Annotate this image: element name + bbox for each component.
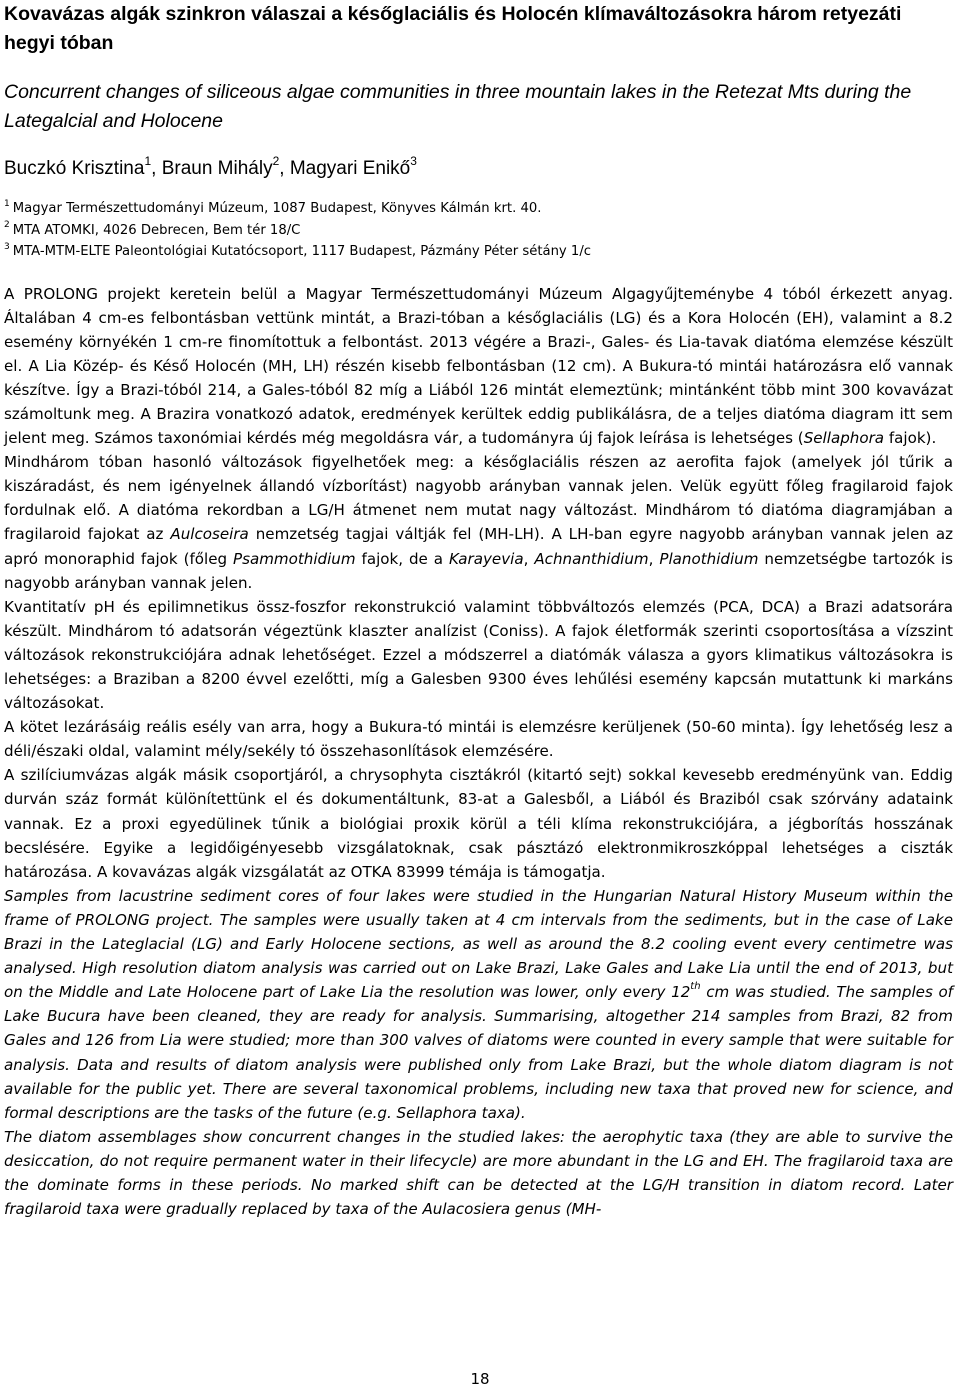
paragraph-en-2: The diatom assemblages show concurrent changes in the studied lakes: the aerophytic taxa (they are able to survive the desiccation, do not require permanent water in their lifecycle) are more abundant in the LG and EH. The fragilaroid taxa are the dominate forms in these periods. No marked shift can be detected at the LG/H transition in diatom record. Later fragilaroid taxa were gradually replaced by taxa of the Aulacosiera genus (MH- (4, 1127, 953, 1219)
affiliation-2: $^2$ MTA ATOMKI, 4026 Debrecen, Bem tér 18/C (4, 220, 301, 238)
english-title: Concurrent changes of siliceous algae communities in three mountain lakes in the Retezat Mts during the Lategalcial and Holocene (4, 81, 912, 132)
affiliation-1: $^1$ Magyar Természettudományi Múzeum, 1087 Budapest, Könyves Kálmán krt. 40. (4, 198, 542, 216)
author-2: Braun Mihály$^2$, (161, 153, 290, 179)
page (4, 0, 953, 1221)
paragraph-hu-2: Mindhárom tóban hasonló változások figyelhetőek meg: a későglaciális részen az aerofita fajok (amelyek jól tűrik a kiszáradást, és nem igényelnek állandó vízborítást) nagyobb arányban vannak jelen. Velük együtt főleg fragilaroid fajok fordulnak elő. A diatóma rekordban a LG/H átmenet nem mutat nagy változást. Mindhárom tó diatóma diagramjában a fragilaroid fajokat az Aulcoseira nemzetség tagjai váltják fel (MH-LH). A LH-ban egyre nagyobb arányban vannak jelen az apró monoraphid fajok (főleg Psammothidium fajok, de a Karayevia, Achnanthidium, Planothidium nemzetségbe tartozók is nagyobb arányban vannak jelen. (4, 453, 953, 592)
author-3: Magyari Enikő$^3$ (289, 153, 417, 179)
paragraph-hu-1: A PROLONG projekt keretein belül a Magyar Természettudományi Múzeum Algagyűjteménybe 4 tóból érkezett anyag. Általában 4 cm-es felbontásban vettünk mintát, a Brazi-tóban a későglaciális (LG) és a Kora Holocén (EH), valamint a 8.2 esemény környékén 1 cm-re finomítottuk a felbontást. 2013 végére a Brazi-, Gales- és Lia-tavak diatóma elemzése készült el. A Lia Közép- és Késő Holocén (MH, LH) részén kisebb felbontásban (12 cm). A Bukura-tó mintái határozásra elő vannak készítve. Így a Brazi-tóból 214, a Gales-tóból 82 míg a Liából 126 mintát elemeztünk; mintánként több mint 300 kovavázat számoltunk meg. A Brazira vonatkozó adatok, eredmények kerültek eddig publikálásra, de a teljes diatóma diagram itt sem jelent meg. Számos taxonómiai kérdés még megoldásra vár, a tudományra új fajok leírása is lehetséges (Sellaphora fajok). (4, 284, 953, 448)
abstract-body (4, 282, 953, 1222)
author-list (4, 153, 953, 182)
paragraph-hu-3: Kvantitatív pH és epilimnetikus össz-foszfor rekonstrukció valamint többváltozós elemzés (PCA, DCA) a Brazi adatsorára készült. Mindhárom tó adatsorán végeztünk klaszter analízist (Coniss). A fajok életformák szerinti csoportosítása a vízszint változások rekonstrukciójára adnak lehetőséget. Ezzel a módszerrel a diatómák válasza a gyors klimatikus változásokra is lehetséges: a Braziban a 8200 évvel ezelőtti, míg a Galesben 9300 éves lehűlési esemény kapcsán mutattunk ki markáns változásokat. (4, 597, 953, 713)
affiliations (4, 198, 953, 263)
affiliation-3: $^3$ MTA-MTM-ELTE Paleontológiai Kutatócsoport, 1117 Budapest, Pázmány Péter sétány 1/c (4, 241, 592, 259)
author-1: Buczkó Krisztina$^1$, (4, 153, 162, 179)
paragraph-en-1: Samples from lacustrine sediment cores of four lakes were studied in the Hungarian Natural History Museum within the frame of PROLONG project. The samples were usually taken at 4 cm intervals from the sediments, but in the case of Lake Brazi in the Lateglacial (LG) and Early Holocene sections, as well as around the 8.2 cooling event every centimetre was analysed. High resolution diatom analysis was carried out on Lake Brazi, Lake Gales and Lake Lia until the end of 2013, but on the Middle and Late Holocene part of Lake Lia the resolution was lower, only every 12th cm was studied. The samples of Lake Bucura have been cleaned, they are ready for analysis. Summarising, altogether 214 samples from Brazi, 82 from Gales and 126 from Lia were studied; more than 300 valves of diatoms were counted in every sample that were suitable for analysis. Data and results of diatom analysis were published only from Lake Brazi, but the whole diatom diagram is not available for the public yet. There are several taxonomical problems, including new taxa that proved new for science, and formal descriptions are the tasks of the future (e.g. Sellaphora taxa). (4, 886, 953, 1122)
paragraph-hu-4: A kötet lezárásáig reális esély van arra, hogy a Bukura-tó mintái is elemzésre kerüljenek (50-60 minta). Így lehetőség lesz a déli/északi oldal, valamint mély/sekély tó összehasonlítások elemzésére. (4, 718, 953, 761)
page-title: Kovavázas algák szinkron válaszai a későglaciális és Holocén klímaváltozásokra három retyezáti hegyi tóban (4, 3, 902, 54)
page-number: 18 (470, 1370, 490, 1388)
paragraph-hu-5: A szilíciumvázas algák másik csoportjáról, a chrysophyta cisztákról (kitartó sejt) sokkal kevesebb eredményünk van. Eddig durván száz formát különítettünk el és dokumentáltunk, 83-at a Galesből, a Liából és Braziból csak szórvány adataink vannak. Ez a proxi egyedülinek tűnik a biológiai proxik körül a téli klíma rekonstrukciójára, a jégborítás hosszának becslésére. Egyike a legidőigényesebb vizsgálatoknak, csak pásztázó elektronmikroszkóppal lehetséges a ciszták határozása. A kovavázas algák vizsgálatát az OTKA 83999 témája is támogatja. (4, 766, 953, 881)
